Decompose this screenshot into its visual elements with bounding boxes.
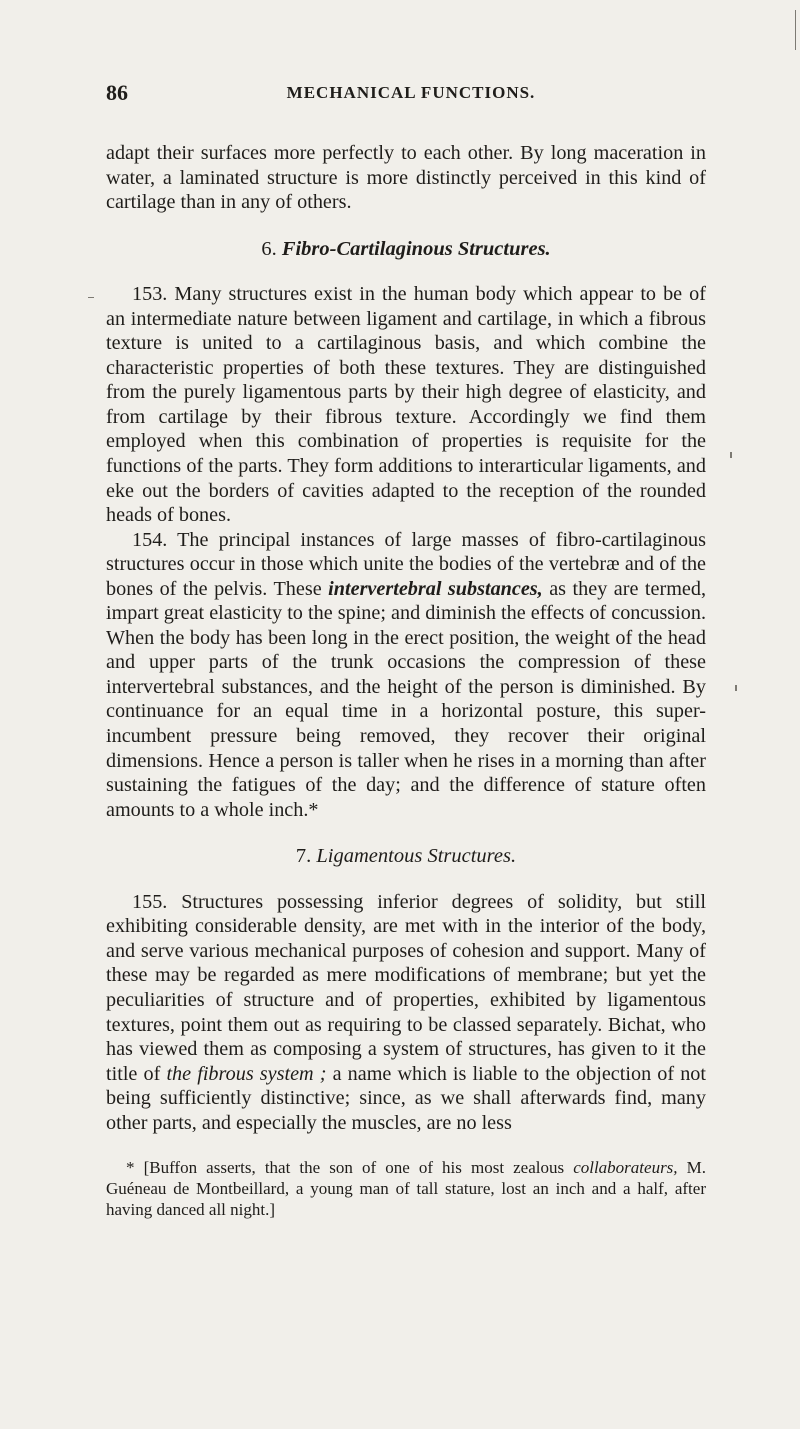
section-number: 6. bbox=[261, 237, 277, 260]
section-number: 7. bbox=[295, 845, 312, 868]
footnote-text bbox=[106, 1157, 706, 1220]
section-heading-7 bbox=[106, 844, 706, 869]
paragraph-153: 153. Many structures exist in the human body which appear to be of an intermediate nature between ligament and cartilage, in which a fibrous texture is united to a cartilaginous basis, and which combine the characteristic properties of both these textures. They are distinguished from the purely ligamentous parts by their high degree of elasticity, and from cartilage by their fibrous texture. Accordingly we find them employed when this combination of properties is requisite for the functions of the parts. They form additions to interarticular ligaments, and eke out the borders of cavities adapted to the reception of the rounded heads of bones. bbox=[106, 283, 706, 527]
footnote-emphasis: collaborateurs, bbox=[573, 1158, 678, 1177]
paragraph-text: a name which is liable to the objection of not being sufficiently distinctive; since, as we shall afterwards find, many other parts, and especially the muscles, are no less bbox=[106, 1062, 706, 1134]
running-title: MECHANICAL FUNCTIONS. bbox=[286, 83, 536, 102]
page-edge-mark bbox=[795, 10, 796, 50]
section-title: Fibro-Cartilaginous Structures. bbox=[281, 237, 551, 260]
footnote-part: * [Buffon asserts, that the son of one of his most zealous bbox=[126, 1158, 574, 1177]
margin-mark bbox=[88, 297, 94, 298]
emphasis-text: the fibrous system ; bbox=[166, 1062, 327, 1085]
paragraph-text: 155. Structures possessing inferior degrees of solidity, but still exhibiting considerable density, are met with in the interior of the body, and serve various mechanical purposes of cohesion and support. Many of these may be regarded as mere modifications of membrane; but yet the peculiarities of structure and of properties, exhibited by ligamentous textures, point them out as requiring to be classed separately. Bichat, who has viewed them as composing a system of structures, has given to it the title of bbox=[106, 890, 706, 1085]
paragraph-text: as they are termed, impart great elasticity to the spine; and diminish the effects of concussion. When the body has been long in the erect position, the weight of the head and upper parts of the trunk occasions the compression of these intervertebral substances, and the height of the person is diminished. By continuance for an equal time in a horizontal posture, this super-incumbent pressure being removed, they recover their original dimensions. Hence a person is taller when he rises in a morning than after sustaining the fatigues of the day; and the difference of stature often amounts to a whole inch.* bbox=[106, 577, 707, 821]
footnote bbox=[106, 1157, 706, 1220]
paragraph-text: 154. The principal instances of large masses of fibro-cartilaginous structures occur in those which unite the bodies of the vertebræ and of the bones of the pelvis. These bbox=[106, 528, 706, 600]
paragraph-intro: adapt their surfaces more perfectly to each other. By long maceration in water, a laminated structure is more distinctly perceived in this kind of cartilage than in any of others. bbox=[106, 142, 706, 214]
footnote-part: M. Guéneau de Montbeillard, a young man of tall stature, lost an inch and a half, after having danced all night.] bbox=[106, 1158, 706, 1219]
section-title: Ligamentous Structures. bbox=[316, 845, 517, 868]
page-number: 86 bbox=[106, 80, 128, 105]
page-header bbox=[106, 80, 716, 106]
emphasis-text: intervertebral substances, bbox=[328, 577, 543, 600]
paragraph-154 bbox=[106, 528, 706, 823]
body-text bbox=[106, 141, 706, 1135]
paragraph-155 bbox=[106, 890, 706, 1135]
margin-mark bbox=[735, 685, 737, 691]
section-heading-6 bbox=[106, 237, 706, 262]
margin-mark bbox=[730, 452, 732, 458]
